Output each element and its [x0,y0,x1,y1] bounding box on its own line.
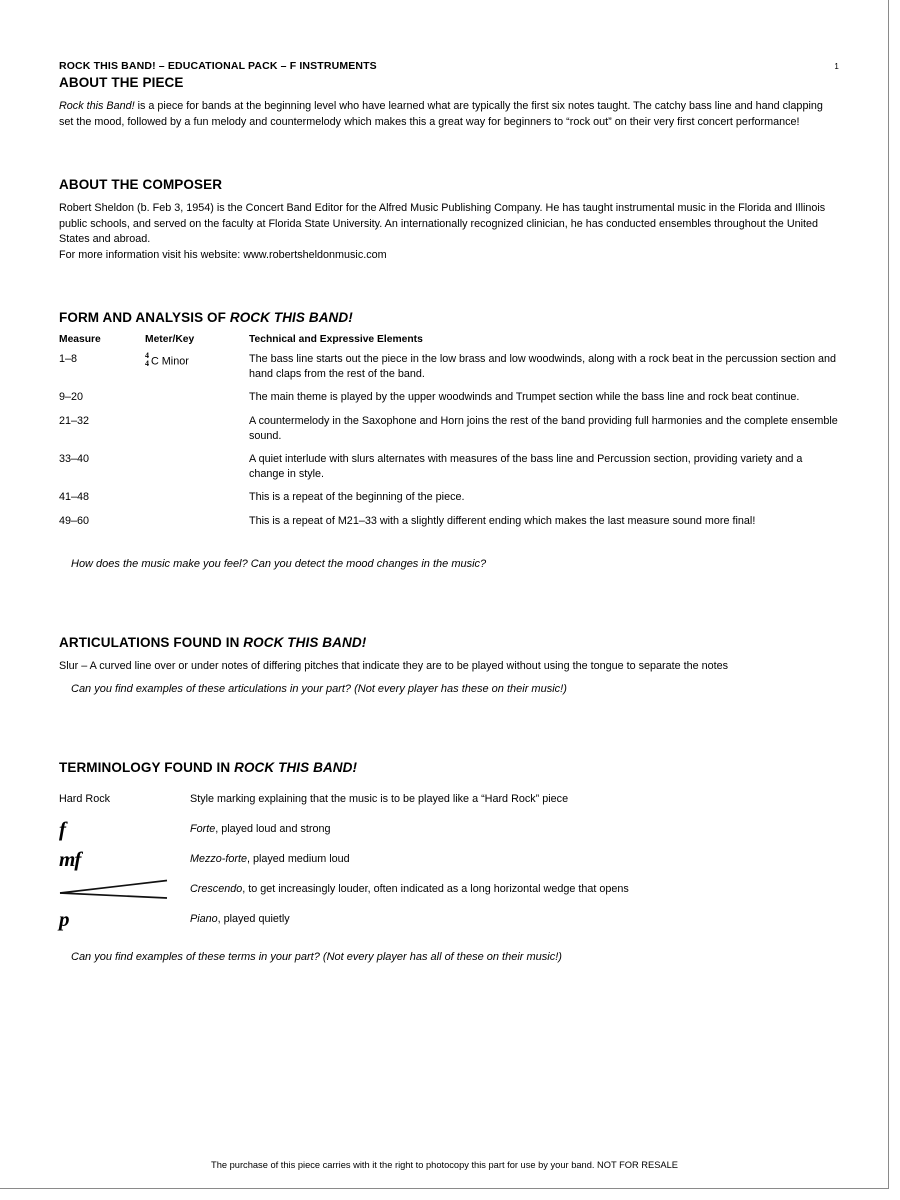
form-analysis-prompt: How does the music make you feel? Can you detect the mood changes in the music? [71,557,487,570]
time-signature-icon [145,352,149,367]
terminology-heading-title: ROCK THIS BAND! [234,760,358,776]
table-row [59,352,839,390]
terminology-heading-prefix: TERMINOLOGY FOUND IN [59,760,235,776]
term-name-italic: Mezzo-forte [190,852,247,865]
about-the-piece-body [59,99,839,130]
about-the-piece-text: is a piece for bands at the beginning level who have learned what are typically the first six notes taught. The catchy bass line and hand clapping set the mood, followed by a fun melody and countermelody which makes this a great way for beginners to “rock out” on their very first concert performance! [59,100,823,128]
terminology-row [59,904,839,934]
cell-measure: 41–48 [59,491,90,504]
cell-meter-key [145,414,249,452]
cell-key: C Minor [151,355,189,368]
table-row [59,452,839,490]
cell-description: The main theme is played by the upper woodwinds and Trumpet section while the bass line and rock beat continue. [249,391,800,404]
terminology-table [59,784,839,934]
cell-description: The bass line starts out the piece in the low brass and low woodwinds, along with a rock beat in the percussion section and hand claps from the rest of the band. [249,353,836,381]
page-content [59,60,839,966]
articulations-heading-prefix: ARTICULATIONS FOUND IN [59,635,244,651]
term-name-italic: Crescendo [190,882,243,895]
articulations-prompt: Can you find examples of these articulations in your part? (Not every player has these on their music!) [71,682,567,695]
time-signature-top: 4 [145,351,149,360]
cell-measure: 49–60 [59,514,90,527]
cell-description: A quiet interlude with slurs alternates with measures of the bass line and Percussion section, providing variety and a change in style. [249,453,803,481]
table-row [59,414,839,452]
term-name-italic: Forte [190,822,216,835]
table-row [59,514,839,537]
form-heading-prefix: FORM AND ANALYSIS OF [59,310,230,325]
cell-description: This is a repeat of M21–33 with a slightly different ending which makes the last measure sound more final! [249,514,756,527]
cell-measure: 33–40 [59,453,90,466]
table-row [59,390,839,413]
spacer [59,697,839,741]
terminology-row [59,814,839,844]
term-label: Hard Rock [59,792,111,805]
cell-meter-key [145,390,249,413]
spacer [59,741,839,757]
mezzo-forte-dynamic-icon: mf [59,846,81,871]
column-header-elements: Technical and Expressive Elements [249,334,423,345]
forte-dynamic-icon: f [59,816,65,841]
terminology-heading [59,760,839,775]
term-description [190,814,839,844]
composer-website-line: For more information visit his website: www.robertsheldonmusic.com [59,248,387,261]
spacer [59,537,839,557]
page-number: 1 [834,62,839,71]
piece-title-italic: Rock this Band! [59,100,135,112]
cell-meter-key [145,452,249,490]
cell-measure: 1–8 [59,353,78,365]
form-heading-title: ROCK THIS BAND! [229,310,353,325]
spacer [59,130,839,174]
cell-measure: 9–20 [59,391,84,404]
form-analysis-table [59,334,839,537]
articulations-heading [59,635,839,650]
terminology-row [59,784,839,814]
term-description-text: , played loud and strong [215,822,331,835]
spacer [59,616,839,632]
spacer [59,934,839,950]
terminology-row [59,874,839,904]
crescendo-wedge-svg [59,878,171,900]
term-description [190,874,839,904]
term-description [190,904,839,934]
spacer [59,263,839,307]
terminology-row [59,844,839,874]
about-the-composer-heading: ABOUT THE COMPOSER [59,177,223,192]
cell-description: A countermelody in the Saxophone and Horn joins the rest of the band providing full harmonies and the complete ensemble sound. [249,414,838,442]
cell-description: This is a repeat of the beginning of the piece. [249,491,465,504]
cell-meter-key [145,352,249,390]
table-header-row [59,334,839,352]
piano-dynamic-icon: p [59,906,69,931]
column-header-measure: Measure [59,334,101,345]
spacer [59,675,839,682]
term-description [190,844,839,874]
column-header-meter-key: Meter/Key [145,334,195,345]
header-title: ROCK THIS BAND! – EDUCATIONAL PACK – F INSTRUMENTS [59,60,377,72]
term-description-text: , to get increasingly louder, often indicated as a long horizontal wedge that opens [242,882,629,895]
articulations-body: Slur – A curved line over or under notes of differing pitches that indicate they are to be played without using the tongue to separate the notes [59,660,729,673]
cell-meter-key [145,514,249,537]
time-signature-bottom: 4 [145,358,149,368]
table-row [59,490,839,513]
cell-measure: 21–32 [59,414,90,427]
term-description: Style marking explaining that the music is to be played like a “Hard Rock” piece [190,792,569,805]
about-the-composer-body: Robert Sheldon (b. Feb 3, 1954) is the Concert Band Editor for the Alfred Music Publishing Company. He has taught instrumental music in the Florida and Illinois public schools, and served on the faculty at Florida State University. An internationally recognized clinician, he has conducted ensembles throughout the United States and abroad. [59,202,826,245]
about-the-piece-heading: ABOUT THE PIECE [59,75,184,90]
cell-meter-key [145,490,249,513]
term-description-text: , played medium loud [247,852,350,865]
term-name-italic: Piano [190,912,218,925]
document-header [59,60,839,72]
form-and-analysis-heading [59,310,839,325]
page-footer: The purchase of this piece carries with it the right to photocopy this part for use by your band. NOT FOR RESALE [211,1160,678,1170]
articulations-heading-title: ROCK THIS BAND! [243,635,367,651]
crescendo-wedge-icon [59,874,190,904]
term-description-text: , played quietly [217,912,290,925]
terminology-prompt: Can you find examples of these terms in your part? (Not every player has all of these on their music!) [71,951,562,964]
spacer [59,572,839,616]
